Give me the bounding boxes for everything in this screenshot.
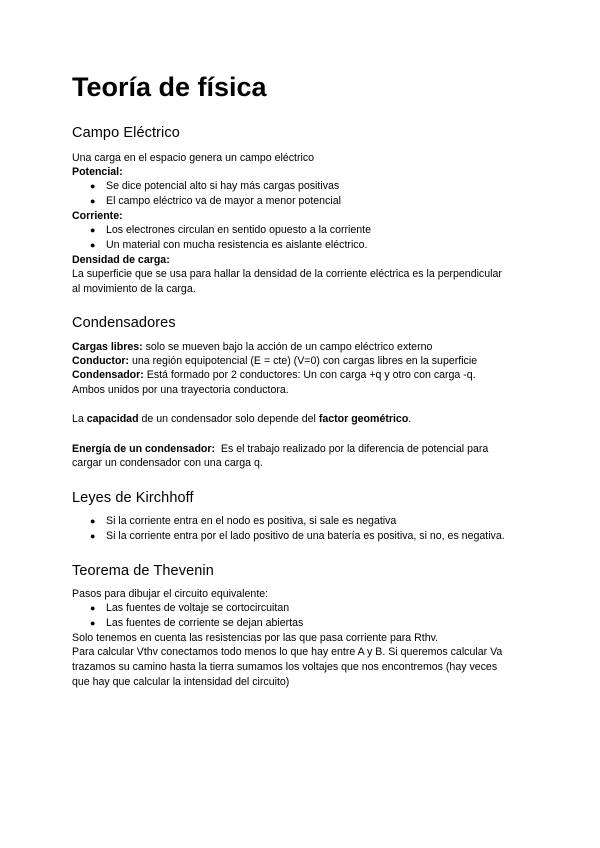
heading-thevenin: Teorema de Thevenin bbox=[72, 563, 214, 579]
list-item bbox=[90, 514, 396, 528]
condensador-text-2: Ambos unidos por una trayectoria conductora. bbox=[72, 384, 289, 396]
energia-text-2: cargar un condensador con una carga q. bbox=[72, 457, 263, 469]
energia-label: Energía de un condensador: bbox=[72, 443, 216, 455]
capacidad-post: . bbox=[408, 413, 412, 425]
bullet-icon: ● bbox=[90, 196, 96, 206]
bullet-icon: ● bbox=[90, 618, 96, 628]
bullet-icon: ● bbox=[90, 603, 96, 613]
list-item-text: Un material con mucha resistencia es aislante eléctrico. bbox=[106, 239, 368, 251]
potencial-label: Potencial: bbox=[72, 166, 123, 178]
energia-text: Es el trabajo realizado por la diferencia de potencial para bbox=[215, 443, 489, 455]
list-item bbox=[90, 194, 341, 208]
corriente-label: Corriente: bbox=[72, 210, 123, 222]
list-item bbox=[90, 238, 367, 252]
bullet-icon: ● bbox=[90, 181, 96, 191]
condensador-label: Condensador: bbox=[72, 369, 144, 381]
thevenin-text-4: que hay que calcular la intensidad del circuito) bbox=[72, 676, 290, 688]
page-title: Teoría de física bbox=[72, 72, 267, 102]
conductor-line bbox=[72, 354, 477, 368]
energia-line bbox=[72, 442, 488, 456]
capacidad-bold: capacidad bbox=[86, 413, 139, 425]
bullet-icon: ● bbox=[90, 516, 96, 526]
cargas-libres-line bbox=[72, 340, 432, 354]
list-item-text: El campo eléctrico va de mayor a menor potencial bbox=[106, 195, 341, 207]
list-item bbox=[90, 616, 303, 630]
cargas-libres-label: Cargas libres: bbox=[72, 341, 143, 353]
condensador-line bbox=[72, 368, 476, 382]
factor-geometrico-bold: factor geométrico bbox=[318, 413, 409, 425]
list-item bbox=[90, 223, 371, 237]
list-item-text: Se dice potencial alto si hay más cargas positivas bbox=[106, 180, 340, 192]
thevenin-text-3: trazamos su camino hasta la tierra sumamos los voltajes que nos encontremos (hay veces bbox=[72, 661, 498, 673]
list-item-text: Los electrones circulan en sentido opuesto a la corriente bbox=[106, 224, 372, 236]
conductor-text: una región equipotencial (E = cte) (V=0) con cargas libres en la superficie bbox=[129, 355, 478, 367]
list-item bbox=[90, 179, 339, 193]
list-item bbox=[90, 601, 289, 615]
list-item-text: Si la corriente entra en el nodo es positiva, si sale es negativa bbox=[106, 515, 397, 527]
bullet-icon: ● bbox=[90, 225, 96, 235]
heading-kirchhoff: Leyes de Kirchhoff bbox=[72, 490, 194, 506]
conductor-label: Conductor: bbox=[72, 355, 130, 367]
campo-intro: Una carga en el espacio genera un campo eléctrico bbox=[72, 152, 315, 164]
bullet-icon: ● bbox=[90, 531, 96, 541]
capacidad-mid: de un condensador solo depende del bbox=[138, 413, 319, 425]
cargas-libres-text: solo se mueven bajo la acción de un campo eléctrico externo bbox=[142, 341, 433, 353]
list-item-text: Si la corriente entra por el lado positivo de una batería es positiva, si no, es negativa. bbox=[106, 530, 505, 542]
thevenin-intro: Pasos para dibujar el circuito equivalente: bbox=[72, 588, 269, 600]
bullet-icon: ● bbox=[90, 240, 96, 250]
list-item-text: Las fuentes de voltaje se cortocircuitan bbox=[106, 602, 290, 614]
densidad-label: Densidad de carga: bbox=[72, 254, 170, 266]
densidad-text-1: La superficie que se usa para hallar la densidad de la corriente eléctrica es la perpendicular bbox=[72, 268, 502, 280]
heading-condensadores: Condensadores bbox=[72, 315, 176, 331]
densidad-text-2: al movimiento de la carga. bbox=[72, 283, 196, 295]
condensador-text: Está formado por 2 conductores: Un con carga +q y otro con carga -q. bbox=[143, 369, 476, 381]
thevenin-text-1: Solo tenemos en cuenta las resistencias por las que pasa corriente para Rthv. bbox=[72, 632, 439, 644]
capacidad-line bbox=[72, 412, 411, 426]
thevenin-text-2: Para calcular Vthv conectamos todo menos lo que hay entre A y B. Si queremos calcular Va bbox=[72, 646, 503, 658]
heading-campo-electrico: Campo Eléctrico bbox=[72, 125, 180, 141]
list-item-text: Las fuentes de corriente se dejan abiertas bbox=[106, 617, 304, 629]
capacidad-pre: La bbox=[72, 413, 87, 425]
list-item bbox=[90, 529, 505, 543]
